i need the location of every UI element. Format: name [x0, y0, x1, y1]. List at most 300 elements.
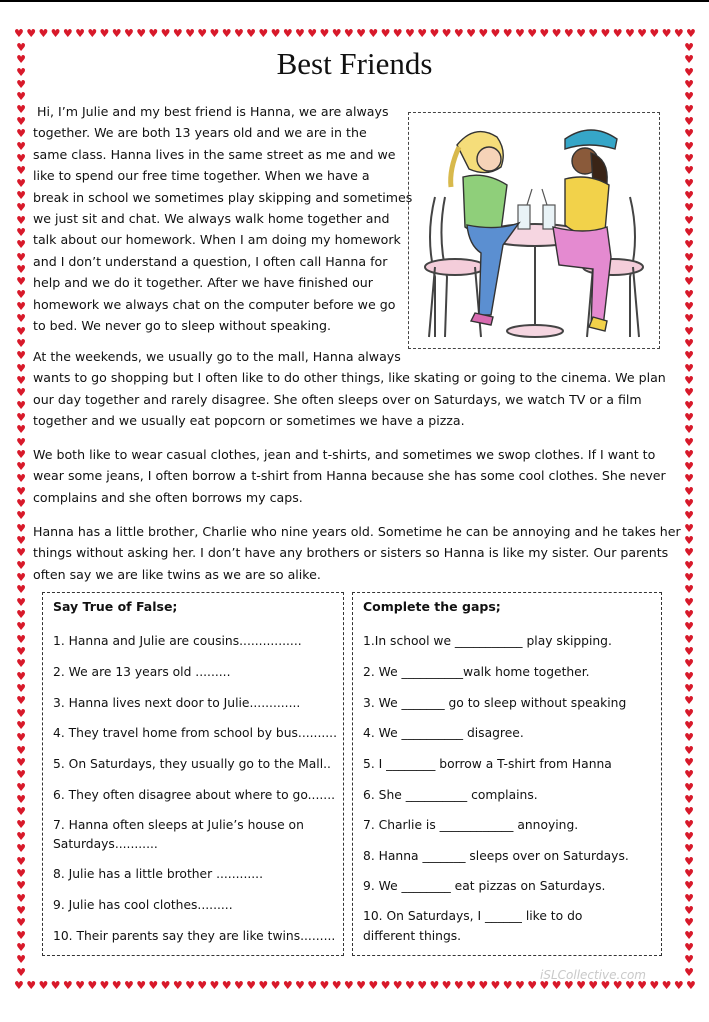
heart-icon: ♥ [16, 534, 26, 548]
paragraph-line: We both like to wear casual clothes, jean and t-shirts, and sometimes we swop clothes. If I want to [33, 447, 656, 462]
heart-icon: ♥ [527, 28, 538, 40]
heart-icon: ♥ [99, 980, 110, 992]
heart-icon: ♥ [16, 472, 26, 486]
heart-icon: ♥ [551, 28, 562, 40]
heart-icon: ♥ [684, 65, 694, 79]
heart-icon: ♥ [684, 657, 694, 671]
paragraph-line: same class. Hanna lives in the same street as me and we [33, 146, 396, 162]
heart-icon: ♥ [649, 980, 660, 992]
gap-item: 4. We __________ disagree. [363, 726, 524, 740]
paragraph-4 [33, 521, 681, 585]
heart-icon: ♥ [50, 28, 61, 40]
complete-gaps-heading: Complete the gaps; [363, 599, 501, 614]
heart-icon: ♥ [684, 435, 694, 449]
heart-icon: ♥ [684, 349, 694, 363]
heart-icon: ♥ [478, 980, 489, 992]
heart-icon: ♥ [563, 28, 574, 40]
heart-icon: ♥ [343, 28, 354, 40]
heart-icon: ♥ [684, 324, 694, 338]
heart-icon: ♥ [16, 768, 26, 782]
heart-icon: ♥ [16, 65, 26, 79]
heart-icon: ♥ [16, 262, 26, 276]
heart-icon: ♥ [684, 719, 694, 733]
heart-icon: ♥ [16, 928, 26, 942]
heart-icon: ♥ [684, 521, 694, 535]
heart-icon: ♥ [684, 299, 694, 313]
heart-icon: ♥ [16, 632, 26, 646]
heart-icon: ♥ [16, 435, 26, 449]
heart-icon: ♥ [16, 583, 26, 597]
heart-icon: ♥ [624, 980, 635, 992]
heart-icon: ♥ [684, 497, 694, 511]
heart-icon: ♥ [75, 28, 85, 40]
heart-icon: ♥ [16, 324, 26, 338]
heart-icon: ♥ [684, 534, 694, 548]
heart-icon: ♥ [16, 53, 26, 67]
heart-icon: ♥ [319, 980, 330, 992]
heart-icon: ♥ [684, 903, 694, 917]
paragraph-line: we just sit and chat. We always walk home together and [33, 211, 390, 227]
heart-icon: ♥ [684, 460, 694, 474]
heart-icon: ♥ [684, 238, 694, 252]
heart-icon: ♥ [16, 151, 26, 165]
true-false-item: 2. We are 13 years old ......... [53, 665, 231, 679]
heart-icon: ♥ [453, 28, 464, 40]
heart-icon: ♥ [502, 980, 513, 992]
heart-icon: ♥ [539, 28, 550, 40]
heart-icon: ♥ [684, 546, 694, 560]
paragraph-line: our day together and rarely disagree. She often sleeps over on Saturdays, we watch TV or a film [33, 391, 642, 407]
heart-icon: ♥ [527, 980, 538, 992]
heart-border-top [14, 28, 696, 42]
heart-icon: ♥ [221, 980, 232, 992]
heart-icon: ♥ [185, 980, 195, 992]
gap-item-continued: different things. [363, 929, 462, 943]
heart-icon: ♥ [684, 176, 694, 190]
heart-icon: ♥ [684, 743, 694, 757]
paragraph-line: At the weekends, we usually go to the mall, Hanna always [33, 349, 401, 364]
paragraph-line: like to spend our free time together. When we have a [33, 168, 370, 184]
heart-icon: ♥ [684, 102, 694, 116]
heart-icon: ♥ [331, 980, 342, 992]
true-false-item: 9. Julie has cool clothes......... [53, 898, 233, 912]
heart-icon: ♥ [343, 980, 354, 992]
heart-icon: ♥ [16, 903, 26, 917]
heart-icon: ♥ [16, 620, 26, 634]
gap-item: 8. Hanna _______ sleeps over on Saturdays. [363, 849, 629, 863]
heart-icon: ♥ [62, 28, 73, 40]
heart-icon: ♥ [87, 980, 98, 992]
heart-icon: ♥ [684, 114, 694, 128]
heart-icon: ♥ [16, 854, 26, 868]
heart-icon: ♥ [684, 780, 694, 794]
true-false-item-continued: Saturdays........... [53, 837, 158, 851]
heart-icon: ♥ [233, 28, 244, 40]
heart-icon: ♥ [637, 980, 648, 992]
heart-icon: ♥ [612, 980, 623, 992]
heart-icon: ♥ [684, 77, 694, 91]
paragraph-3 [33, 444, 666, 508]
heart-icon: ♥ [684, 940, 694, 954]
heart-icon: ♥ [405, 28, 415, 40]
heart-icon: ♥ [441, 980, 452, 992]
heart-icon: ♥ [16, 176, 26, 190]
heart-icon: ♥ [576, 28, 586, 40]
heart-icon: ♥ [16, 891, 26, 905]
heart-icon: ♥ [16, 497, 26, 511]
heart-icon: ♥ [684, 682, 694, 696]
complete-gaps-exercise-box [352, 592, 662, 956]
heart-icon: ♥ [588, 980, 599, 992]
heart-icon: ♥ [16, 940, 26, 954]
heart-icon: ♥ [50, 980, 61, 992]
heart-icon: ♥ [380, 980, 391, 992]
heart-border-right [682, 42, 696, 978]
heart-icon: ♥ [270, 980, 281, 992]
heart-icon: ♥ [14, 28, 24, 40]
heart-icon: ♥ [684, 571, 694, 585]
paragraph-line: wear some jeans, I often borrow a t-shirt from Hanna because she has some cool clothes. She never [33, 468, 666, 484]
heart-icon: ♥ [684, 608, 694, 622]
heart-border-left [14, 42, 28, 978]
heart-icon: ♥ [684, 953, 694, 967]
heart-icon: ♥ [684, 583, 694, 597]
heart-icon: ♥ [684, 669, 694, 683]
paragraph-line: complains and she often borrows my caps. [33, 489, 303, 505]
heart-icon: ♥ [307, 980, 318, 992]
heart-icon: ♥ [684, 127, 694, 141]
true-false-exercise-box [42, 592, 344, 956]
friends-at-table-illustration [415, 117, 653, 345]
true-false-heading: Say True of False; [53, 599, 178, 614]
heart-icon: ♥ [684, 213, 694, 227]
heart-icon: ♥ [684, 336, 694, 350]
heart-icon: ♥ [209, 28, 220, 40]
heart-icon: ♥ [684, 312, 694, 326]
heart-icon: ♥ [686, 28, 696, 40]
heart-icon: ♥ [684, 558, 694, 572]
gap-item: 7. Charlie is ____________ annoying. [363, 818, 579, 832]
heart-icon: ♥ [148, 28, 159, 40]
heart-icon: ♥ [684, 879, 694, 893]
heart-icon: ♥ [684, 645, 694, 659]
heart-icon: ♥ [258, 28, 269, 40]
heart-icon: ♥ [16, 164, 26, 178]
heart-icon: ♥ [686, 980, 696, 992]
heart-icon: ♥ [684, 262, 694, 276]
heart-icon: ♥ [684, 139, 694, 153]
heart-icon: ♥ [684, 866, 694, 880]
heart-icon: ♥ [514, 28, 525, 40]
heart-icon: ♥ [233, 980, 244, 992]
paragraph-line: Hanna has a little brother, Charlie who nine years old. Sometime he can be annoying and he takes her [33, 524, 681, 539]
heart-icon: ♥ [16, 842, 26, 856]
heart-icon: ♥ [221, 28, 232, 40]
heart-icon: ♥ [502, 28, 513, 40]
heart-icon: ♥ [123, 980, 134, 992]
heart-icon: ♥ [136, 28, 147, 40]
heart-icon: ♥ [684, 410, 694, 424]
heart-icon: ♥ [16, 595, 26, 609]
heart-icon: ♥ [600, 980, 611, 992]
heart-icon: ♥ [478, 28, 489, 40]
watermark-text: iSLCollective.com [540, 968, 646, 982]
heart-icon: ♥ [16, 460, 26, 474]
top-border-line [0, 0, 709, 2]
heart-icon: ♥ [490, 28, 501, 40]
heart-icon: ♥ [14, 980, 24, 992]
heart-icon: ♥ [514, 980, 525, 992]
heart-icon: ♥ [600, 28, 611, 40]
heart-icon: ♥ [684, 694, 694, 708]
paragraph-line: often say we are like twins as we are so alike. [33, 566, 321, 582]
heart-icon: ♥ [16, 312, 26, 326]
heart-icon: ♥ [684, 151, 694, 165]
heart-icon: ♥ [16, 682, 26, 696]
heart-icon: ♥ [136, 980, 147, 992]
heart-icon: ♥ [368, 980, 379, 992]
heart-icon: ♥ [356, 980, 366, 992]
heart-icon: ♥ [429, 980, 440, 992]
heart-icon: ♥ [16, 793, 26, 807]
heart-icon: ♥ [16, 866, 26, 880]
heart-icon: ♥ [16, 361, 26, 375]
heart-icon: ♥ [16, 484, 26, 498]
heart-icon: ♥ [282, 28, 293, 40]
heart-icon: ♥ [307, 28, 318, 40]
heart-icon: ♥ [16, 139, 26, 153]
heart-icon: ♥ [270, 28, 281, 40]
heart-icon: ♥ [111, 980, 122, 992]
heart-icon: ♥ [16, 201, 26, 215]
heart-icon: ♥ [453, 980, 464, 992]
heart-icon: ♥ [661, 980, 672, 992]
heart-icon: ♥ [16, 756, 26, 770]
heart-icon: ♥ [197, 28, 208, 40]
gap-item: 2. We __________walk home together. [363, 665, 590, 679]
paragraph-line: talk about our homework. When I am doing my homework [33, 232, 401, 248]
paragraph-line: things without asking her. I don’t have any brothers or sisters so Hanna is like my sister. Our parents [33, 545, 669, 561]
heart-icon: ♥ [16, 645, 26, 659]
heart-icon: ♥ [16, 830, 26, 843]
heart-icon: ♥ [16, 965, 26, 978]
heart-icon: ♥ [539, 980, 550, 992]
heart-icon: ♥ [684, 842, 694, 856]
heart-icon: ♥ [16, 42, 26, 54]
heart-icon: ♥ [380, 28, 391, 40]
heart-icon: ♥ [466, 28, 476, 40]
heart-icon: ♥ [490, 980, 501, 992]
heart-icon: ♥ [16, 275, 26, 289]
heart-icon: ♥ [441, 28, 452, 40]
heart-icon: ♥ [417, 28, 428, 40]
true-false-item: 7. Hanna often sleeps at Julie’s house on [53, 818, 304, 832]
heart-icon: ♥ [392, 28, 403, 40]
true-false-item: 5. On Saturdays, they usually go to the Mall.. [53, 757, 331, 771]
heart-icon: ♥ [588, 28, 599, 40]
heart-icon: ♥ [38, 28, 49, 40]
paragraph-line: break in school we sometimes play skipping and sometimes [33, 189, 413, 205]
heart-icon: ♥ [16, 238, 26, 252]
heart-icon: ♥ [16, 669, 26, 683]
heart-icon: ♥ [16, 102, 26, 116]
heart-icon: ♥ [16, 373, 26, 387]
heart-icon: ♥ [16, 521, 26, 535]
heart-icon: ♥ [16, 349, 26, 363]
heart-icon: ♥ [684, 928, 694, 942]
heart-icon: ♥ [429, 28, 440, 40]
heart-icon: ♥ [684, 768, 694, 782]
heart-border-bottom [14, 980, 696, 994]
heart-icon: ♥ [26, 980, 37, 992]
heart-icon: ♥ [123, 28, 134, 40]
heart-icon: ♥ [661, 28, 672, 40]
worksheet-title: Best Friends [276, 46, 433, 81]
paragraph-line: homework we always chat on the computer before we go [33, 296, 396, 312]
heart-icon: ♥ [684, 386, 694, 400]
heart-icon: ♥ [612, 28, 623, 40]
heart-icon: ♥ [684, 287, 694, 301]
heart-icon: ♥ [331, 28, 342, 40]
heart-icon: ♥ [16, 398, 26, 412]
heart-icon: ♥ [684, 373, 694, 387]
heart-icon: ♥ [16, 336, 26, 350]
heart-icon: ♥ [637, 28, 648, 40]
heart-icon: ♥ [684, 595, 694, 609]
paragraph-2 [33, 346, 666, 432]
paragraph-line: Hi, I’m Julie and my best friend is Hanna, we are always [37, 104, 389, 119]
heart-icon: ♥ [649, 28, 660, 40]
heart-icon: ♥ [258, 980, 269, 992]
heart-icon: ♥ [16, 916, 26, 930]
heart-icon: ♥ [197, 980, 208, 992]
heart-icon: ♥ [16, 546, 26, 560]
heart-icon: ♥ [684, 891, 694, 905]
heart-icon: ♥ [16, 90, 26, 104]
heart-icon: ♥ [673, 28, 684, 40]
heart-icon: ♥ [684, 632, 694, 646]
heart-icon: ♥ [684, 201, 694, 215]
paragraph-line: together and we usually eat popcorn or sometimes we have a pizza. [33, 413, 465, 429]
heart-icon: ♥ [282, 980, 293, 992]
gap-item: 3. We _______ go to sleep without speaking [363, 696, 627, 710]
heart-icon: ♥ [417, 980, 428, 992]
heart-icon: ♥ [684, 731, 694, 745]
heart-icon: ♥ [16, 743, 26, 757]
paragraph-line: to bed. We never go to sleep without speaking. [33, 318, 332, 334]
heart-icon: ♥ [16, 657, 26, 671]
heart-icon: ♥ [684, 275, 694, 289]
true-false-item: 3. Hanna lives next door to Julie............. [53, 696, 301, 710]
heart-icon: ♥ [684, 423, 694, 437]
heart-icon: ♥ [16, 188, 26, 202]
heart-icon: ♥ [684, 620, 694, 634]
heart-icon: ♥ [16, 127, 26, 141]
heart-icon: ♥ [684, 965, 694, 978]
heart-icon: ♥ [16, 558, 26, 572]
heart-icon: ♥ [684, 805, 694, 819]
heart-icon: ♥ [295, 28, 305, 40]
heart-icon: ♥ [16, 386, 26, 400]
heart-icon: ♥ [319, 28, 330, 40]
heart-icon: ♥ [16, 250, 26, 264]
heart-icon: ♥ [16, 213, 26, 227]
heart-icon: ♥ [684, 361, 694, 375]
true-false-item: 6. They often disagree about where to go....... [53, 788, 336, 802]
heart-icon: ♥ [405, 980, 415, 992]
gap-item: 5. I ________ borrow a T-shirt from Hanna [363, 757, 612, 771]
heart-icon: ♥ [246, 980, 257, 992]
true-false-item: 1. Hanna and Julie are cousins................ [53, 634, 302, 648]
heart-icon: ♥ [185, 28, 195, 40]
heart-icon: ♥ [16, 410, 26, 424]
heart-icon: ♥ [624, 28, 635, 40]
heart-icon: ♥ [16, 608, 26, 622]
heart-icon: ♥ [148, 980, 159, 992]
heart-icon: ♥ [684, 447, 694, 461]
heart-icon: ♥ [16, 77, 26, 91]
heart-icon: ♥ [16, 719, 26, 733]
gap-item: 6. She __________ complains. [363, 788, 538, 802]
heart-icon: ♥ [673, 980, 684, 992]
gap-item: 9. We ________ eat pizzas on Saturdays. [363, 879, 606, 893]
heart-icon: ♥ [368, 28, 379, 40]
heart-icon: ♥ [551, 980, 562, 992]
heart-icon: ♥ [295, 980, 305, 992]
true-false-item: 4. They travel home from school by bus.......... [53, 726, 337, 740]
friends-illustration-frame [408, 112, 660, 349]
heart-icon: ♥ [26, 28, 37, 40]
heart-icon: ♥ [684, 250, 694, 264]
gap-item: 10. On Saturdays, I ______ like to do [363, 909, 583, 923]
heart-icon: ♥ [16, 879, 26, 893]
paragraph-line: and I don’t understand a question, I often call Hanna for [33, 253, 388, 269]
heart-icon: ♥ [684, 225, 694, 239]
heart-icon: ♥ [684, 817, 694, 831]
paragraph-line: wants to go shopping but I often like to do other things, like skating or going to the cinema. We plan [33, 370, 666, 386]
heart-icon: ♥ [684, 90, 694, 104]
heart-icon: ♥ [684, 42, 694, 54]
heart-icon: ♥ [160, 980, 171, 992]
heart-icon: ♥ [684, 509, 694, 523]
heart-icon: ♥ [16, 817, 26, 831]
heart-icon: ♥ [172, 28, 183, 40]
heart-icon: ♥ [392, 980, 403, 992]
heart-icon: ♥ [16, 447, 26, 461]
heart-icon: ♥ [160, 28, 171, 40]
heart-icon: ♥ [172, 980, 183, 992]
true-false-item: 10. Their parents say they are like twins......... [53, 929, 336, 943]
heart-icon: ♥ [684, 830, 694, 843]
heart-icon: ♥ [16, 731, 26, 745]
heart-icon: ♥ [684, 398, 694, 412]
heart-icon: ♥ [16, 706, 26, 720]
heart-icon: ♥ [576, 980, 586, 992]
heart-icon: ♥ [38, 980, 49, 992]
heart-icon: ♥ [16, 571, 26, 585]
gap-item: 1.In school we ___________ play skipping. [363, 634, 612, 648]
heart-icon: ♥ [684, 793, 694, 807]
heart-icon: ♥ [684, 756, 694, 770]
heart-icon: ♥ [75, 980, 85, 992]
paragraph-1 [33, 101, 412, 336]
heart-icon: ♥ [684, 164, 694, 178]
heart-icon: ♥ [16, 805, 26, 819]
heart-icon: ♥ [356, 28, 366, 40]
heart-icon: ♥ [16, 509, 26, 523]
heart-icon: ♥ [16, 114, 26, 128]
heart-icon: ♥ [16, 780, 26, 794]
